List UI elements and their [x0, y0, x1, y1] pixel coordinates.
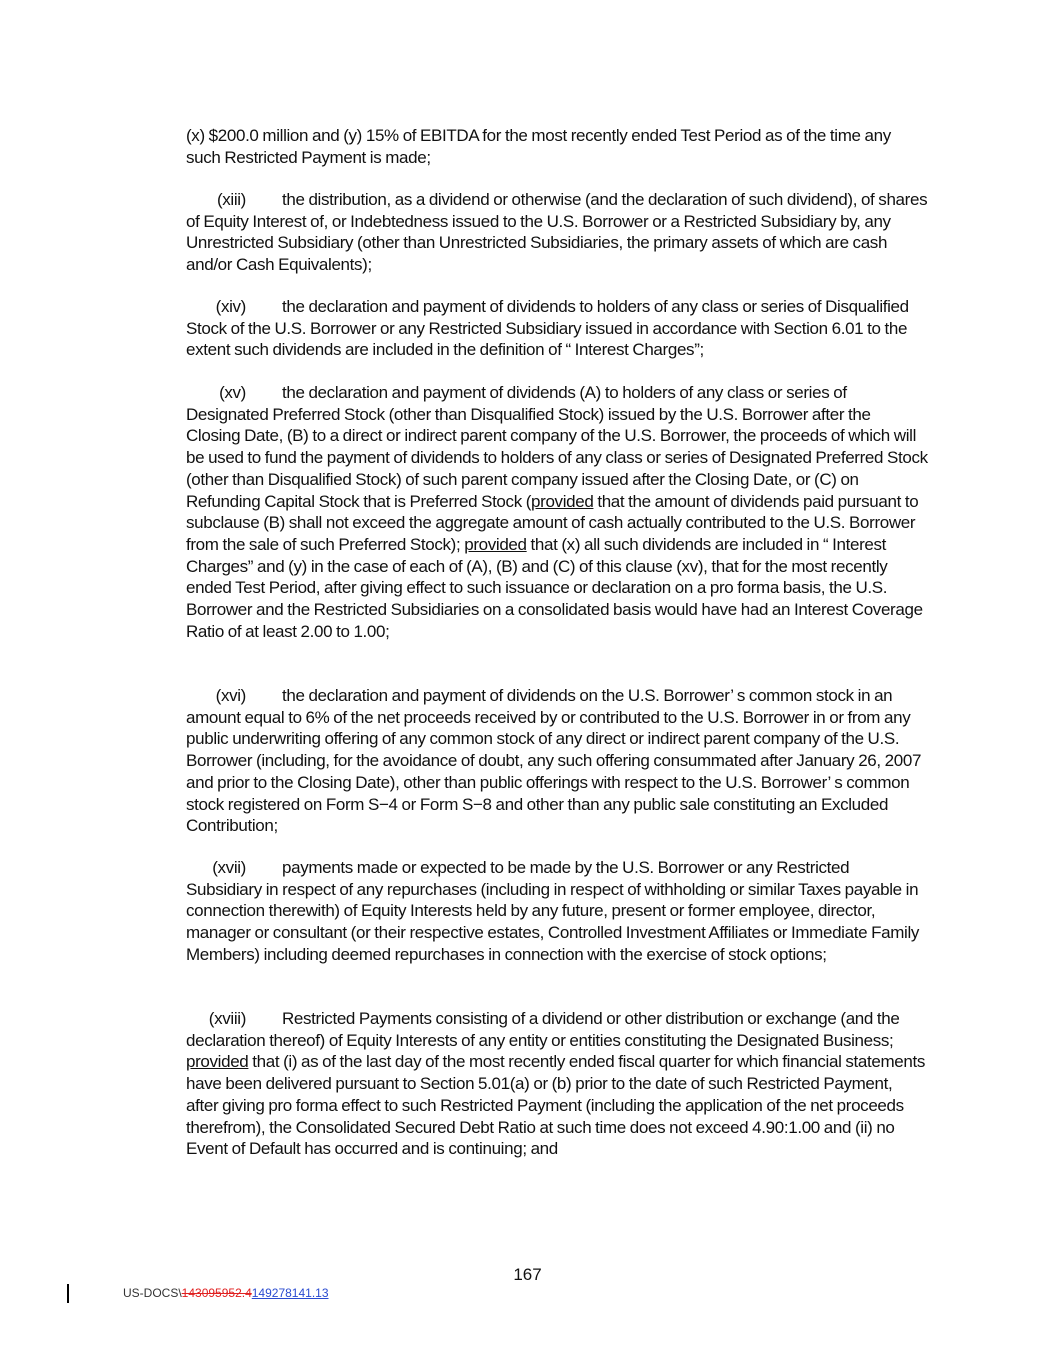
clause-text: the declaration and payment of dividends on the U.S. Borrower’ s common stock in an amount equal to 6% of the net proceeds received by or contributed to the U.S. Borrower in or from any public underwriting offering of any common stock of any direct or indirect parent company of the U.S. Borrower (including, for the avoidance of doubt, any such offering consummated after January 26, 2007 and prior to the Closing Date), other than public offerings with respect to the U.S. Borrower’ s common stock registered on Form S−4 or Form S−8 and other than any public sale constituting an Excluded Contribution; [186, 686, 922, 836]
clause-number: (xv) [219, 383, 246, 402]
doc-id-inserted: 149278141.13 [251, 1286, 329, 1300]
provided-term: provided [531, 491, 594, 511]
clause-xv [186, 382, 928, 642]
provided-term: provided [464, 534, 527, 554]
clause-text-c: that (x) all such dividends are included in “ Interest Charges” and (y) in the case of each of (A), (B) and (C) of this clause (xv), that for the most recently ended Test Period, after giving effect to such issuance or declaration on a pro forma basis, the U.S. Borrower and the Restricted Subsidiaries on a consolidated basis would have had an Interest Coverage Ratio of at least 2.00 to 1.00; [186, 534, 923, 641]
clause-xvii [186, 857, 928, 966]
clause-number: (xiii) [216, 190, 246, 209]
clause-xiv [186, 296, 928, 361]
clause-text: the distribution, as a dividend or otherwise (and the declaration of such dividend), of shares of Equity Interest of, or Indebtedness issued to the U.S. Borrower or a Restricted Subsidiary by, any Unrestricted Subsidiary (other than Unrestricted Subsidiaries, the primary assets of which are cash and/or Cash Equivalents); [186, 190, 928, 275]
clause-text-b: that (i) as of the last day of the most recently ended fiscal quarter for which financial statements have been delivered pursuant to Section 5.01(a) or (b) prior to the date of such Restricted Payment, after giving pro forma effect to such Restricted Payment (including the application of the net proceeds therefrom), the Consolidated Secured Debt Ratio at such time does not exceed 4.90:1.00 and (ii) no Event of Default has occurred and is continuing; and [186, 1052, 926, 1159]
clause-text-a: Restricted Payments consisting of a dividend or other distribution or exchange (and the declaration thereof) of Equity Interests of any entity or entities constituting the Designated Business; [186, 1009, 900, 1050]
clause-number: (xvii) [212, 858, 246, 877]
clause-text: the declaration and payment of dividends to holders of any class or series of Disqualified Stock of the U.S. Borrower or any Restricted Subsidiary issued in accordance with Section 6.01 to the extent such dividends are included in the definition of “ Interest Charges”; [186, 297, 909, 360]
provided-term: provided [186, 1052, 249, 1072]
clause-number: (xvi) [215, 686, 246, 705]
opening-paragraph: (x) $200.0 million and (y) 15% of EBITDA for the most recently ended Test Period as of the time any such Restricted Payment is made; [186, 126, 891, 167]
document-id-footer [123, 1286, 329, 1300]
clause-text: payments made or expected to be made by the U.S. Borrower or any Restricted Subsidiary in respect of any repurchases (including in respect of withholding or similar Taxes payable in connection therewith) of Equity Interests held by any future, present or former employee, director, manager or consultant (or their respective estates, Controlled Investment Affiliates or Immediate Family Members) including deemed repurchases in connection with the exercise of stock options; [186, 858, 920, 964]
clause-text-b: that the amount of dividends paid pursuant to subclause (B) shall not exceed the aggregate amount of cash actually contributed to the U.S. Borrower from the sale of such Preferred Stock); [186, 491, 919, 554]
doc-id-deleted: 143095952.4 [181, 1286, 252, 1300]
page-number: 167 [513, 1265, 542, 1284]
clause-xvi [186, 685, 928, 837]
clause-number: (xiv) [215, 297, 246, 316]
clause-number: (xviii) [208, 1009, 246, 1028]
doc-id-prefix: US-DOCS\ [123, 1286, 182, 1300]
revision-change-bar [67, 1284, 69, 1303]
clause-xviii [186, 1008, 928, 1160]
clause-text-a: the declaration and payment of dividends (A) to holders of any class or series of Designated Preferred Stock (other than Disqualified Stock) issued by the U.S. Borrower after the Closing Date, (B) to a direct or indirect parent company of the U.S. Borrower, the proceeds of which will be used to fund the payment of dividends to holders of any class or series of Designated Preferred Stock (other than Disqualified Stock) of such parent company issued after the Closing Date, or (C) on Refunding Capital Stock that is Preferred Stock ( [186, 383, 928, 511]
clause-xiii [186, 189, 928, 276]
